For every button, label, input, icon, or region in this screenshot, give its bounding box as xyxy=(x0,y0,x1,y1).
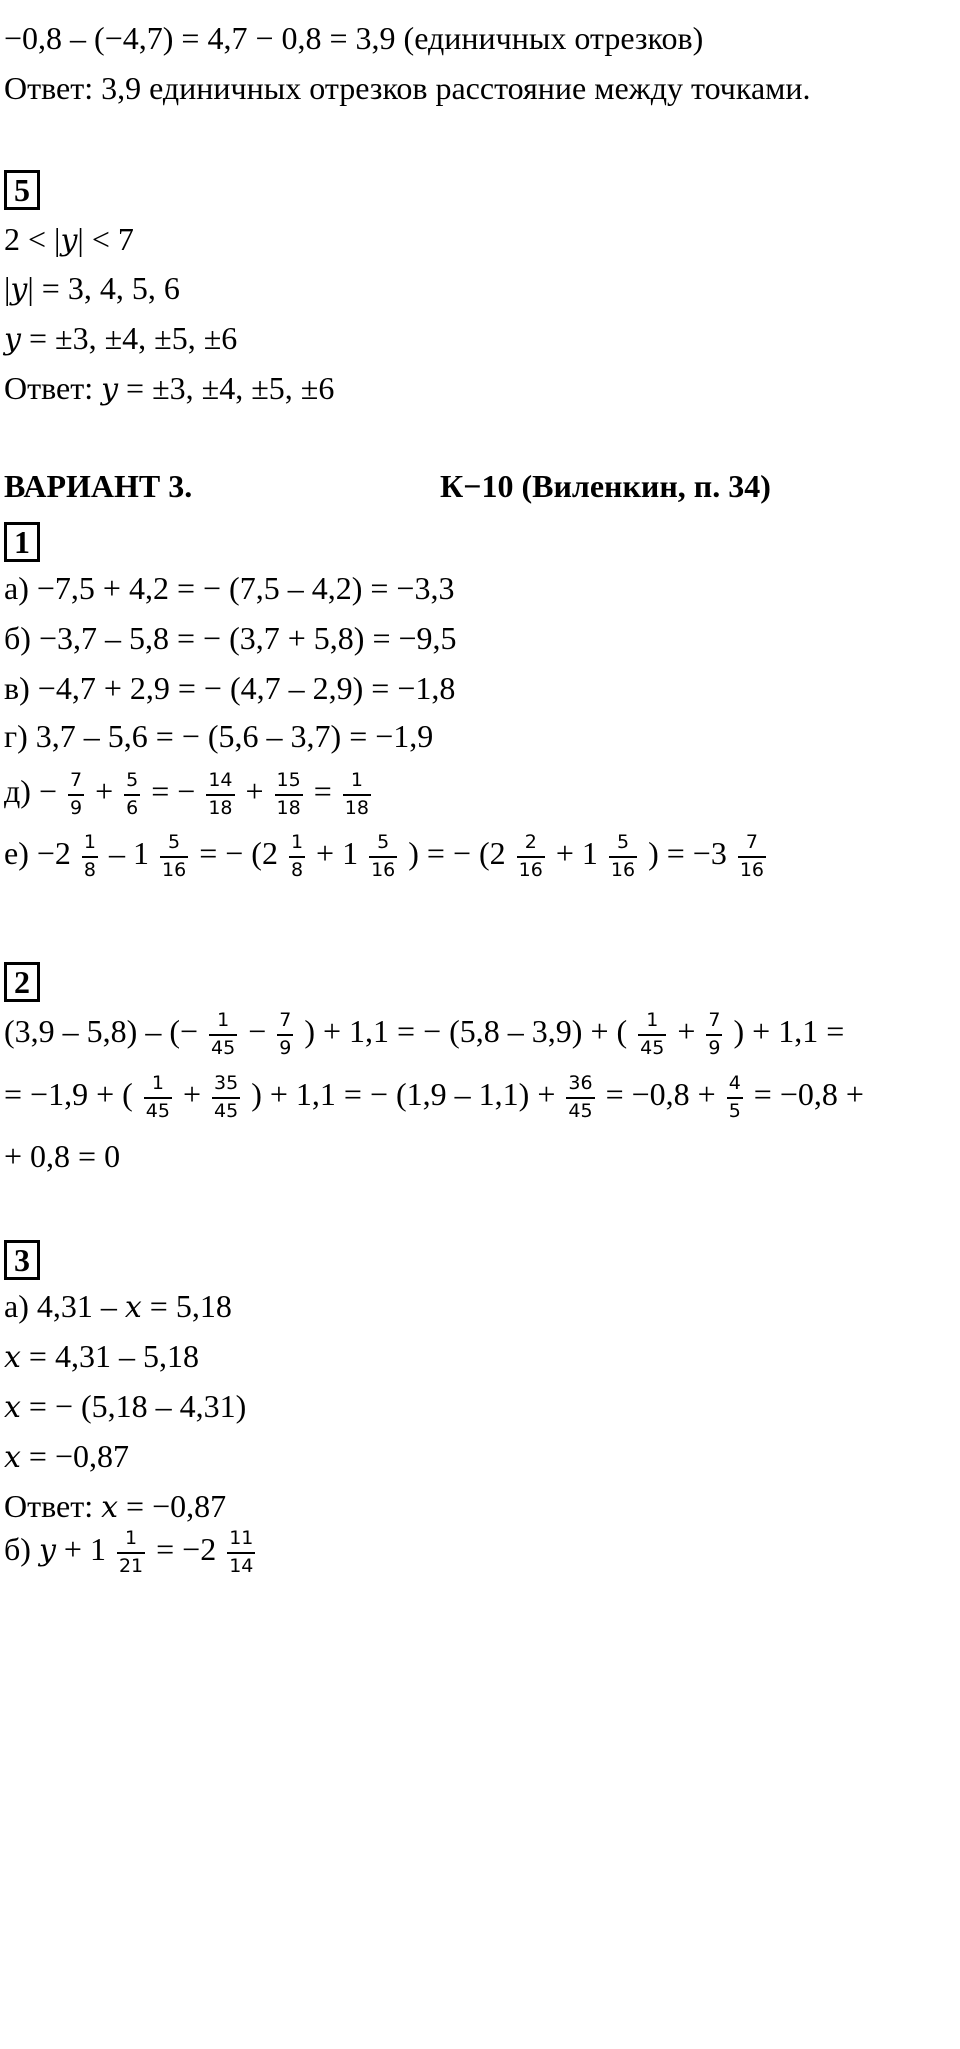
fraction: $\frac{7}{9}$ xyxy=(708,1009,721,1059)
fraction: $\frac{4}{5}$ xyxy=(728,1072,741,1122)
fraction: $\frac{11}{14}$ xyxy=(229,1527,254,1577)
fraction: $\frac{1}{45}$ xyxy=(211,1009,236,1059)
task-number-box: 1 xyxy=(4,522,40,562)
section-reference: К−10 (Виленкин, п. 34) xyxy=(440,468,771,504)
fraction: $\frac{36}{45}$ xyxy=(568,1072,593,1122)
fraction: $\frac{1}{45}$ xyxy=(640,1009,665,1059)
task3-b-line-1: б) y + 1 $\frac{1}{21}$ = −2 $\frac{11}{14}$ xyxy=(4,1527,254,1577)
task3-a-answer: Ответ: x = −0,87 xyxy=(4,1488,227,1525)
fraction: $\frac{35}{45}$ xyxy=(214,1072,239,1122)
task5-answer: Ответ: y = ±3, ±4, ±5, ±6 xyxy=(4,370,335,407)
task1-d: г) 3,7 – 5,6 = − (5,6 – 3,7) = −1,9 xyxy=(4,718,434,754)
fraction: $\frac{1}{21}$ xyxy=(118,1527,144,1577)
task1-e: д) − $\frac{7}{9}$ + $\frac{5}{6}$ = − $\frac{14}{18}$ + $\frac{15}{18}$ = $\frac{1}{18}$ xyxy=(4,769,369,819)
task3-a-line-4: x = −0,87 xyxy=(4,1438,130,1475)
fraction: $\frac{7}{16}$ xyxy=(739,831,765,881)
variant-title: ВАРИАНТ 3. xyxy=(4,468,193,504)
task5-line-3: y = ±3, ±4, ±5, ±6 xyxy=(4,320,238,357)
task2-line-3: + 0,8 = 0 xyxy=(4,1138,121,1174)
fraction: $\frac{1}{18}$ xyxy=(344,769,369,819)
task2-line-1: (3,9 – 5,8) – (− $\frac{1}{45}$ − $\frac{7}{9}$ ) + 1,1 = − (5,8 – 3,9) + ( $\frac{1}{45}$ + $\frac{7}{9}$ ) + 1,1 = xyxy=(4,1009,845,1059)
task-number-box: 5 xyxy=(4,170,40,210)
task-number-box: 3 xyxy=(4,1240,40,1280)
task1-a: а) −7,5 + 4,2 = − (7,5 – 4,2) = −3,3 xyxy=(4,570,455,606)
fraction: $\frac{1}{45}$ xyxy=(145,1072,170,1122)
fraction: $\frac{5}{16}$ xyxy=(610,831,636,881)
task-number-2 xyxy=(4,962,40,1002)
task-number-1 xyxy=(4,522,40,562)
task3-a-line-2: x = 4,31 – 5,18 xyxy=(4,1338,199,1375)
fraction: $\frac{2}{16}$ xyxy=(518,831,543,881)
task-number-box: 2 xyxy=(4,962,40,1002)
task1-b: б) −3,7 – 5,8 = − (3,7 + 5,8) = −9,5 xyxy=(4,620,457,656)
fraction: $\frac{15}{18}$ xyxy=(276,769,301,819)
fraction: $\frac{1}{8}$ xyxy=(290,831,304,881)
fraction: $\frac{14}{18}$ xyxy=(208,769,233,819)
task3-a-line-3: x = − (5,18 – 4,31) xyxy=(4,1388,247,1425)
fraction: $\frac{7}{9}$ xyxy=(279,1009,292,1059)
fraction: $\frac{5}{6}$ xyxy=(126,769,139,819)
task1-f: е) −2 $\frac{1}{8}$ – 1 $\frac{5}{16}$ = − (2 $\frac{1}{8}$ + 1 $\frac{5}{16}$ ) = − (2 $\frac{2}{16}$ + 1 $\frac{5}{16}$ ) = −3 $\frac{7}{16}$ xyxy=(4,831,765,881)
calc-line: −0,8 – (−4,7) = 4,7 − 0,8 = 3,9 (единичных отрезков) xyxy=(4,20,704,56)
answer-line: Ответ: 3,9 единичных отрезков расстояние между точками. xyxy=(4,70,811,106)
task-number-5 xyxy=(4,170,40,210)
fraction: $\frac{1}{8}$ xyxy=(83,831,96,881)
task-number-3 xyxy=(4,1240,40,1280)
fraction: $\frac{5}{16}$ xyxy=(371,831,396,881)
task1-c: в) −4,7 + 2,9 = − (4,7 – 2,9) = −1,8 xyxy=(4,670,456,706)
fraction: $\frac{5}{16}$ xyxy=(162,831,187,881)
task5-line-1: 2 < |y| < 7 xyxy=(4,221,134,258)
task3-a-line-1: а) 4,31 – x = 5,18 xyxy=(4,1288,232,1325)
task2-line-2: = −1,9 + ( $\frac{1}{45}$ + $\frac{35}{45}$ ) + 1,1 = − (1,9 – 1,1) + $\frac{36}{45}$ = −0,8 + $\frac{4}{5}$ = −0,8 + xyxy=(4,1072,864,1122)
task5-line-2: |y| = 3, 4, 5, 6 xyxy=(4,270,180,307)
fraction: $\frac{7}{9}$ xyxy=(69,769,83,819)
